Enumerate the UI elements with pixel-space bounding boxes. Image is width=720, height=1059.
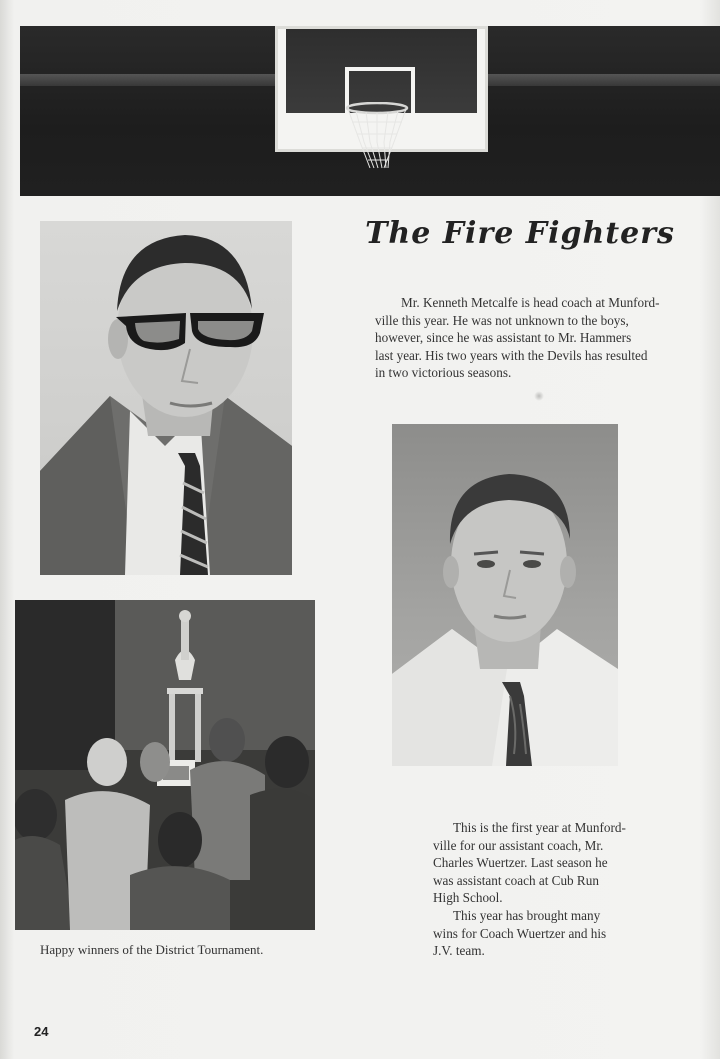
paragraph-line: ville this year. He was not unknown to the boys, <box>375 312 629 328</box>
paragraph-line: This is the first year at Munford- <box>453 820 626 835</box>
paragraph-line: in two victorious seasons. <box>375 365 512 381</box>
paragraph-assistant-coach <box>433 819 653 960</box>
paragraph-line: J.V. team. <box>433 943 485 959</box>
paragraph-line: was assistant coach at Cub Run <box>433 872 599 888</box>
paragraph-line: This year has brought many <box>453 907 601 923</box>
portrait-charles-wuertzer <box>392 424 618 766</box>
page-title: The Fire Fighters <box>365 216 675 251</box>
paragraph-line: last year. His two years with the Devils has resulted <box>375 347 648 363</box>
header-backboard-photo <box>20 26 720 196</box>
portrait-kenneth-metcalfe <box>40 221 292 575</box>
print-speck <box>534 391 544 401</box>
page-number: 24 <box>34 1024 49 1039</box>
team-photo-caption: Happy winners of the District Tournament. <box>40 942 264 957</box>
paragraph-head-coach <box>375 294 695 382</box>
paragraph-line: however, since he was assistant to Mr. Hammers <box>375 330 632 346</box>
paragraph-line: High School. <box>433 890 503 906</box>
paragraph-line: ville for our assistant coach, Mr. <box>433 837 604 853</box>
paragraph-line: Charles Wuertzer. Last season he <box>433 855 608 871</box>
basketball-hoop-icon <box>342 102 412 172</box>
paragraph-line: wins for Coach Wuertzer and his <box>433 925 607 941</box>
paragraph-line: Mr. Kenneth Metcalfe is head coach at Munford- <box>401 295 660 310</box>
team-with-trophy-photo <box>15 600 315 930</box>
